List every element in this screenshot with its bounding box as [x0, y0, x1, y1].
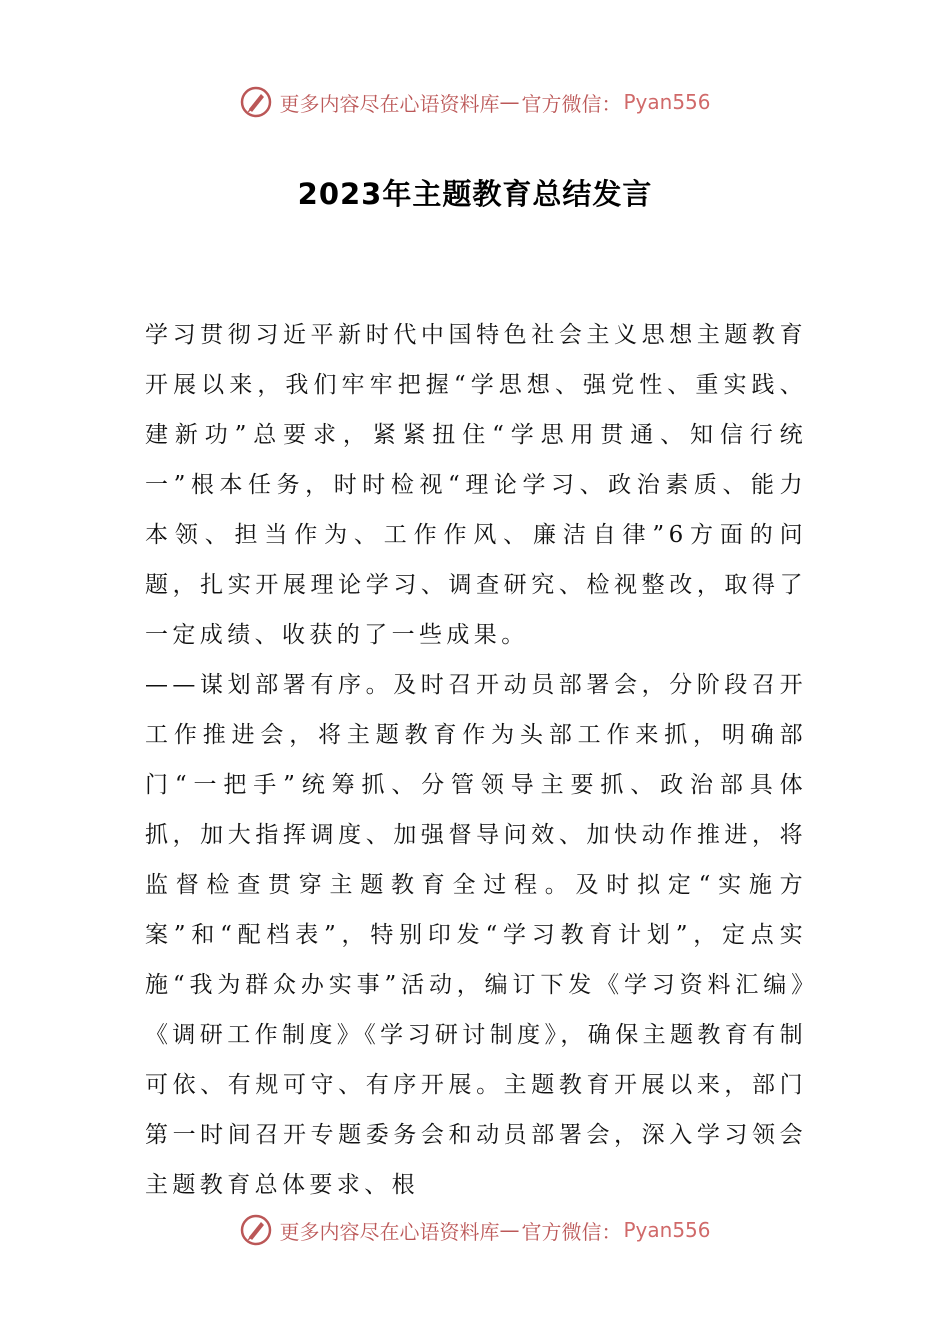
- pen-logo-icon: [239, 85, 273, 119]
- watermark-separator: —: [499, 1218, 520, 1242]
- paragraph-planning: ——谋划部署有序。及时召开动员部署会，分阶段召开工作推进会，将主题教育作为头部工作来抓，明确部门“一把手”统筹抓、分管领导主要抓、政治部具体抓，加大指挥调度、加强督导问效、加快动作推进，将监督检查贯穿主题教育全过程。及时拟定“实施方案”和“配档表”，特别印发“学习教育计划”，定点实施“我为群众办实事”活动，编订下发《学习资料汇编》《调研工作制度》《学习研讨制度》，确保主题教育有制可依、有规可守、有序开展。主题教育开展以来，部门第一时间召开专题委务会和动员部署会，深入学习领会主题教育总体要求、根: [145, 672, 807, 1198]
- watermark-wechat-id: Pyan556: [623, 90, 711, 114]
- paragraph-intro: 学习贯彻习近平新时代中国特色社会主义思想主题教育开展以来，我们牢牢把握“学思想、强党性、重实践、建新功”总要求，紧紧扭住“学思用贯通、知信行统一”根本任务，时时检视“理论学习、政治素质、能力本领、担当作为、工作作风、廉洁自律”6方面的问题，扎实开展理论学习、调查研究、检视整改，取得了一定成绩、收获的了一些成果。: [145, 322, 807, 648]
- header-watermark: [0, 82, 950, 122]
- watermark-separator: —: [499, 90, 520, 114]
- watermark-wechat-id: Pyan556: [623, 1218, 711, 1242]
- pen-logo-icon: [239, 1213, 273, 1247]
- watermark-site-text: 更多内容尽在心语资料库: [279, 91, 500, 116]
- watermark-site-text: 更多内容尽在心语资料库: [279, 1219, 500, 1244]
- watermark-wechat-label: 官方微信：: [521, 1219, 622, 1244]
- document-body: [145, 310, 807, 1210]
- document-title: 2023年主题教育总结发言: [297, 177, 653, 211]
- watermark-wechat-label: 官方微信：: [521, 91, 622, 116]
- footer-watermark: [0, 1210, 950, 1250]
